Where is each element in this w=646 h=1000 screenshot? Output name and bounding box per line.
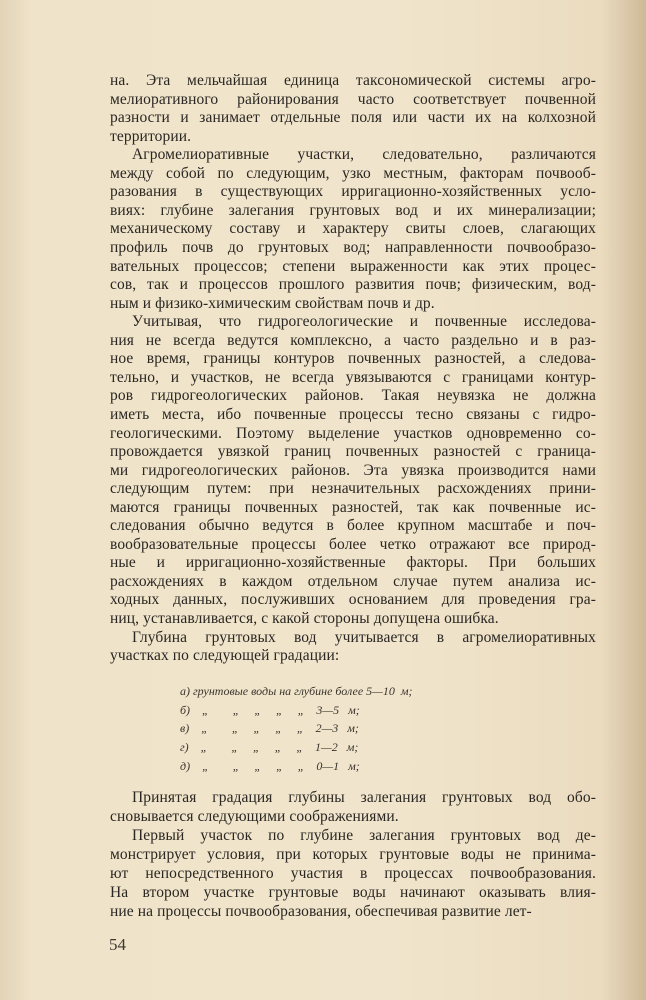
gradation-item: а) грунтовые воды на глубине более 5—10 м;	[180, 684, 413, 698]
text-line: участках по следующей градации:	[110, 647, 340, 664]
text-line: тельно, и участков, не всегда увязываются с границами контур-	[110, 368, 596, 386]
text-line: сновывается следующими соображениями.	[110, 808, 399, 825]
text-line: механическому составу и характеру свиты слоев, слагающих	[110, 220, 596, 238]
text-line: ниц, устанавливается, с какой стороны допущена ошибка.	[110, 609, 499, 627]
text-line: ют непосредственного участия в процессах почвообразования.	[110, 865, 596, 882]
text-line: профиль почв до грунтовых вод; направленности почвообразо-	[110, 239, 596, 256]
text-line: провождается увязкой границ почвенных разностей с граница-	[110, 443, 596, 460]
text-line: ные и ирригационно-хозяйственные факторы. При больших	[110, 554, 596, 572]
text-line: разности и занимает отдельные поля или части их на колхозной	[110, 109, 596, 127]
text-line: мелиоративного районирования часто соответствует почвенной	[110, 90, 596, 108]
text-line: расхождениях в каждом отдельном случае путем анализа ис-	[110, 572, 596, 590]
text-line: ния не всегда ведутся комплексно, а часто раздельно и в раз-	[110, 331, 596, 349]
text-line: виях: глубине залегания грунтовых вод и их минерализации;	[110, 201, 596, 219]
text-line: ние на процессы почвообразования, обеспечивая развитие лет-	[110, 903, 532, 920]
text-line: следующим путем: при незначительных расхождениях прини-	[110, 480, 596, 498]
gradation-item: г) „ „ „ „ „ 1—2 м;	[180, 740, 359, 755]
text-line: ров гидрогеологических районов. Такая неувязка не должна	[110, 387, 596, 405]
page-number: 54	[109, 935, 126, 954]
text-line: геологическими. Поэтому выделение участков одновременно со-	[110, 424, 596, 442]
gradation-item: в) „ „ „ „ „ 2—3 м;	[180, 721, 359, 736]
text-line: ное время, границы контуров почвенных разностей, а следова-	[110, 350, 596, 368]
text-line: разования в существующих ирригационно-хозяйственных усло-	[110, 183, 596, 201]
gradation-item: б) „ „ „ „ „ 3—5 м;	[180, 702, 360, 717]
gradation-item: д) „ „ „ „ „ 0—1 м;	[180, 758, 360, 773]
text-line: следования обычно ведутся в более крупном масштабе и поч-	[110, 517, 596, 535]
text-line: Агромелиоративные участки, следовательно, различаются	[132, 146, 596, 164]
text-line: Принятая градация глубины залегания грунтовых вод обо-	[132, 789, 596, 806]
text-line: Учитывая, что гидрогеологические и почвенные исследова-	[132, 313, 596, 331]
text-line: иметь места, ибо почвенные процессы тесно связаны с гидро-	[110, 405, 596, 423]
text-line: маются границы почвенных разностей, так как почвенные ис-	[110, 498, 596, 516]
text-line: Первый участок по глубине залегания грунтовых вод де-	[132, 827, 596, 844]
text-line: ным и физико-химическим свойствам почв и др.	[110, 294, 435, 312]
text-line: между собой по следующим, узко местным, факторам почвооб-	[110, 164, 596, 182]
text-line: территории.	[110, 127, 192, 145]
text-line: на. Эта мельчайшая единица таксономической системы агро-	[110, 72, 596, 89]
text-line: На втором участке грунтовые воды начинают оказывать влия-	[110, 884, 596, 901]
text-line: сов, так и процессов прошлого развития почв; физическим, вод-	[110, 276, 596, 294]
text-line: вательных процессов; степени выраженности как этих процес-	[110, 257, 596, 275]
text-line: ходных данных, послуживших основанием для проведения гра-	[110, 591, 596, 609]
text-line: ми гидрогеологических районов. Эта увязка производится нами	[110, 461, 596, 479]
text-line: монстрирует условия, при которых грунтовые воды не принима-	[110, 846, 596, 863]
text-line: вообразовательные процессы более четко отражают все природ-	[110, 535, 596, 553]
text-line: Глубина грунтовых вод учитывается в агромелиоративных	[132, 628, 596, 646]
